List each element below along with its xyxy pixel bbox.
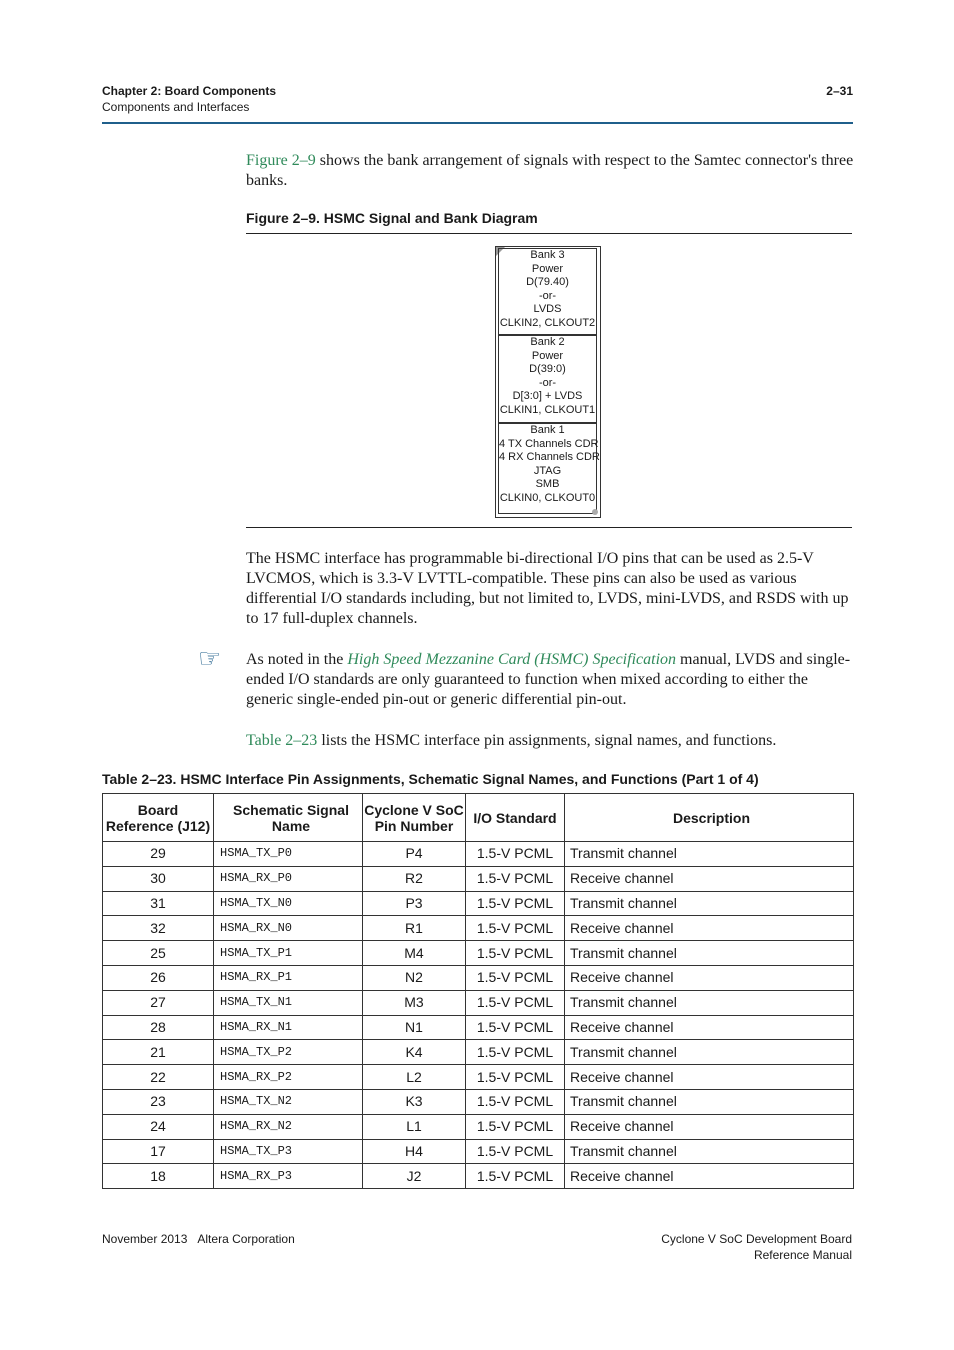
board-reference-cell: 27 <box>103 990 214 1015</box>
io-standard-cell: 1.5-V PCML <box>466 990 565 1015</box>
pin-number-cell: L1 <box>363 1114 466 1139</box>
description-cell: Transmit channel <box>565 941 854 966</box>
description-cell: Receive channel <box>565 1114 854 1139</box>
column-header: Schematic Signal Name <box>214 794 363 842</box>
io-standard-cell: 1.5-V PCML <box>466 965 565 990</box>
table-row <box>103 866 854 891</box>
board-reference-cell: 32 <box>103 916 214 941</box>
bank-3-line: D(79.40) <box>526 276 569 289</box>
hsmc-spec-link[interactable]: High Speed Mezzanine Card (HSMC) Specification <box>347 651 677 668</box>
bank-2-line: CLKIN1, CLKOUT1 <box>499 403 596 416</box>
table-link[interactable]: Table 2–23 <box>246 732 318 749</box>
board-reference-cell: 29 <box>103 842 214 867</box>
io-standard-cell: 1.5-V PCML <box>466 866 565 891</box>
board-reference-cell: 21 <box>103 1040 214 1065</box>
table-row <box>103 842 854 867</box>
description-cell: Transmit channel <box>565 1040 854 1065</box>
bank-3-box <box>498 248 597 335</box>
table-row <box>103 1040 854 1065</box>
pin-number-cell: K3 <box>363 1089 466 1114</box>
bank-3-line: Bank 3 <box>530 249 565 261</box>
io-standard-cell: 1.5-V PCML <box>466 1089 565 1114</box>
column-header: Description <box>565 794 854 842</box>
bank-1-line: 4 RX Channels CDR <box>499 451 600 464</box>
board-reference-cell: 30 <box>103 866 214 891</box>
description-cell: Transmit channel <box>565 891 854 916</box>
bank-2-line: D(39:0) <box>529 363 566 376</box>
bank-1-line: SMB <box>535 478 560 491</box>
bank-2-line: -or- <box>538 376 557 389</box>
figure-title: Figure 2–9. HSMC Signal and Bank Diagram <box>246 210 852 234</box>
bank-1-line: Bank 1 <box>530 424 565 436</box>
pin-number-cell: M3 <box>363 990 466 1015</box>
intro-text: shows the bank arrangement of signals with respect to the Samtec connector's three banks. <box>246 152 854 189</box>
table-row <box>103 1164 854 1189</box>
page-header <box>102 84 853 124</box>
hsmc-bank-diagram <box>495 246 601 518</box>
io-standard-cell: 1.5-V PCML <box>466 1065 565 1090</box>
signal-name-cell: HSMA_TX_P1 <box>214 941 363 966</box>
bank-2-line: Power <box>531 349 564 362</box>
bank-3-line: -or- <box>538 289 557 302</box>
table-row <box>103 1089 854 1114</box>
table-intro-text: lists the HSMC interface pin assignments, signal names, and functions. <box>317 732 777 749</box>
body-paragraph: The HSMC interface has programmable bi-directional I/O pins that can be used as 2.5-V LVCMOS, which is 3.3-V LVTTL-compatible. These pins can also be used as various differential I/O standards including, but not limited to, LVDS, mini-LVDS, and RSDS with up to 17 full-duplex channels. <box>246 550 849 627</box>
table-intro-paragraph <box>246 731 854 751</box>
column-header: Board Reference (J12) <box>103 794 214 842</box>
pointing-hand-icon: ☞ <box>198 644 222 673</box>
footer-doc-type: Reference Manual <box>753 1248 852 1262</box>
table-row <box>103 916 854 941</box>
pin-number-cell: R1 <box>363 916 466 941</box>
pin-assignment-table <box>102 793 854 1189</box>
io-standard-cell: 1.5-V PCML <box>466 842 565 867</box>
signal-name-cell: HSMA_RX_P0 <box>214 866 363 891</box>
description-cell: Receive channel <box>565 1065 854 1090</box>
io-standard-cell: 1.5-V PCML <box>466 916 565 941</box>
table-title: Table 2–23. HSMC Interface Pin Assignments, Schematic Signal Names, and Functions (Part 1 of 4) <box>102 771 759 787</box>
signal-name-cell: HSMA_TX_P3 <box>214 1139 363 1164</box>
table-row <box>103 891 854 916</box>
footer-doc-title: Cyclone V SoC Development Board <box>661 1232 852 1246</box>
bank-3-line: CLKIN2, CLKOUT2 <box>499 316 596 329</box>
table-row <box>103 941 854 966</box>
pin-number-cell: K4 <box>363 1040 466 1065</box>
io-standard-cell: 1.5-V PCML <box>466 941 565 966</box>
table-row <box>103 990 854 1015</box>
pin-number-cell: J2 <box>363 1164 466 1189</box>
bank-3-line: Power <box>531 262 564 275</box>
bank-1-line: JTAG <box>533 464 562 477</box>
table-row <box>103 965 854 990</box>
description-cell: Receive channel <box>565 965 854 990</box>
pin-number-cell: R2 <box>363 866 466 891</box>
board-reference-cell: 17 <box>103 1139 214 1164</box>
signal-name-cell: HSMA_RX_N1 <box>214 1015 363 1040</box>
board-reference-cell: 23 <box>103 1089 214 1114</box>
column-header: I/O Standard <box>466 794 565 842</box>
description-cell: Receive channel <box>565 866 854 891</box>
note-text-pre: As noted in the <box>246 651 348 668</box>
section-title: Components and Interfaces <box>102 100 250 114</box>
board-reference-cell: 31 <box>103 891 214 916</box>
board-reference-cell: 25 <box>103 941 214 966</box>
table-row <box>103 1114 854 1139</box>
pin-number-cell: N2 <box>363 965 466 990</box>
io-standard-cell: 1.5-V PCML <box>466 891 565 916</box>
signal-name-cell: HSMA_TX_N1 <box>214 990 363 1015</box>
description-cell: Transmit channel <box>565 990 854 1015</box>
pin-number-cell: N1 <box>363 1015 466 1040</box>
signal-name-cell: HSMA_RX_P2 <box>214 1065 363 1090</box>
table-row <box>103 1015 854 1040</box>
bank-1-line: CLKIN0, CLKOUT0 <box>499 491 596 504</box>
pin-number-cell: H4 <box>363 1139 466 1164</box>
io-standard-cell: 1.5-V PCML <box>466 1040 565 1065</box>
page-footer-left <box>102 1232 305 1246</box>
description-cell: Receive channel <box>565 1015 854 1040</box>
io-standard-cell: 1.5-V PCML <box>466 1139 565 1164</box>
bank-1-box <box>498 423 600 514</box>
footer-company: Altera Corporation <box>197 1232 295 1246</box>
note-text-post: manual, LVDS and single-ended I/O standards are only guaranteed to function when mixed according to either the generic single-ended pin-out or generic differential pin-out. <box>246 651 851 708</box>
signal-name-cell: HSMA_RX_N0 <box>214 916 363 941</box>
board-reference-cell: 24 <box>103 1114 214 1139</box>
board-reference-cell: 26 <box>103 965 214 990</box>
pin-number-cell: M4 <box>363 941 466 966</box>
description-cell: Transmit channel <box>565 1089 854 1114</box>
signal-name-cell: HSMA_TX_N2 <box>214 1089 363 1114</box>
bank-3-line: LVDS <box>533 303 562 316</box>
io-standard-cell: 1.5-V PCML <box>466 1114 565 1139</box>
description-cell: Receive channel <box>565 1164 854 1189</box>
board-reference-cell: 28 <box>103 1015 214 1040</box>
page-number: 2–31 <box>826 84 853 98</box>
bank-2-line: D[3:0] + LVDS <box>512 390 583 403</box>
signal-name-cell: HSMA_RX_N2 <box>214 1114 363 1139</box>
pin-number-cell: P3 <box>363 891 466 916</box>
io-standard-cell: 1.5-V PCML <box>466 1164 565 1189</box>
figure-link[interactable]: Figure 2–9 <box>246 152 316 169</box>
intro-paragraph <box>246 151 854 191</box>
signal-name-cell: HSMA_TX_N0 <box>214 891 363 916</box>
chapter-title: Chapter 2: Board Components <box>102 84 277 98</box>
signal-name-cell: HSMA_TX_P2 <box>214 1040 363 1065</box>
pin-one-dot-icon <box>592 509 598 515</box>
figure-bottom-rule <box>246 527 852 528</box>
column-header: Cyclone V SoC Pin Number <box>363 794 466 842</box>
bank-1-line: 4 TX Channels CDR <box>499 437 599 450</box>
io-standard-cell: 1.5-V PCML <box>466 1015 565 1040</box>
bank-2-box <box>498 335 597 423</box>
note-paragraph <box>246 650 854 710</box>
signal-name-cell: HSMA_RX_P3 <box>214 1164 363 1189</box>
table-row <box>103 1065 854 1090</box>
board-reference-cell: 22 <box>103 1065 214 1090</box>
pin-number-cell: P4 <box>363 842 466 867</box>
table-header-row <box>103 794 854 842</box>
footer-date: November 2013 <box>102 1232 188 1246</box>
signal-name-cell: HSMA_RX_P1 <box>214 965 363 990</box>
description-cell: Transmit channel <box>565 1139 854 1164</box>
signal-name-cell: HSMA_TX_P0 <box>214 842 363 867</box>
description-cell: Transmit channel <box>565 842 854 867</box>
bank-2-line: Bank 2 <box>530 336 565 348</box>
pin-number-cell: L2 <box>363 1065 466 1090</box>
description-cell: Receive channel <box>565 916 854 941</box>
board-reference-cell: 18 <box>103 1164 214 1189</box>
table-row <box>103 1139 854 1164</box>
